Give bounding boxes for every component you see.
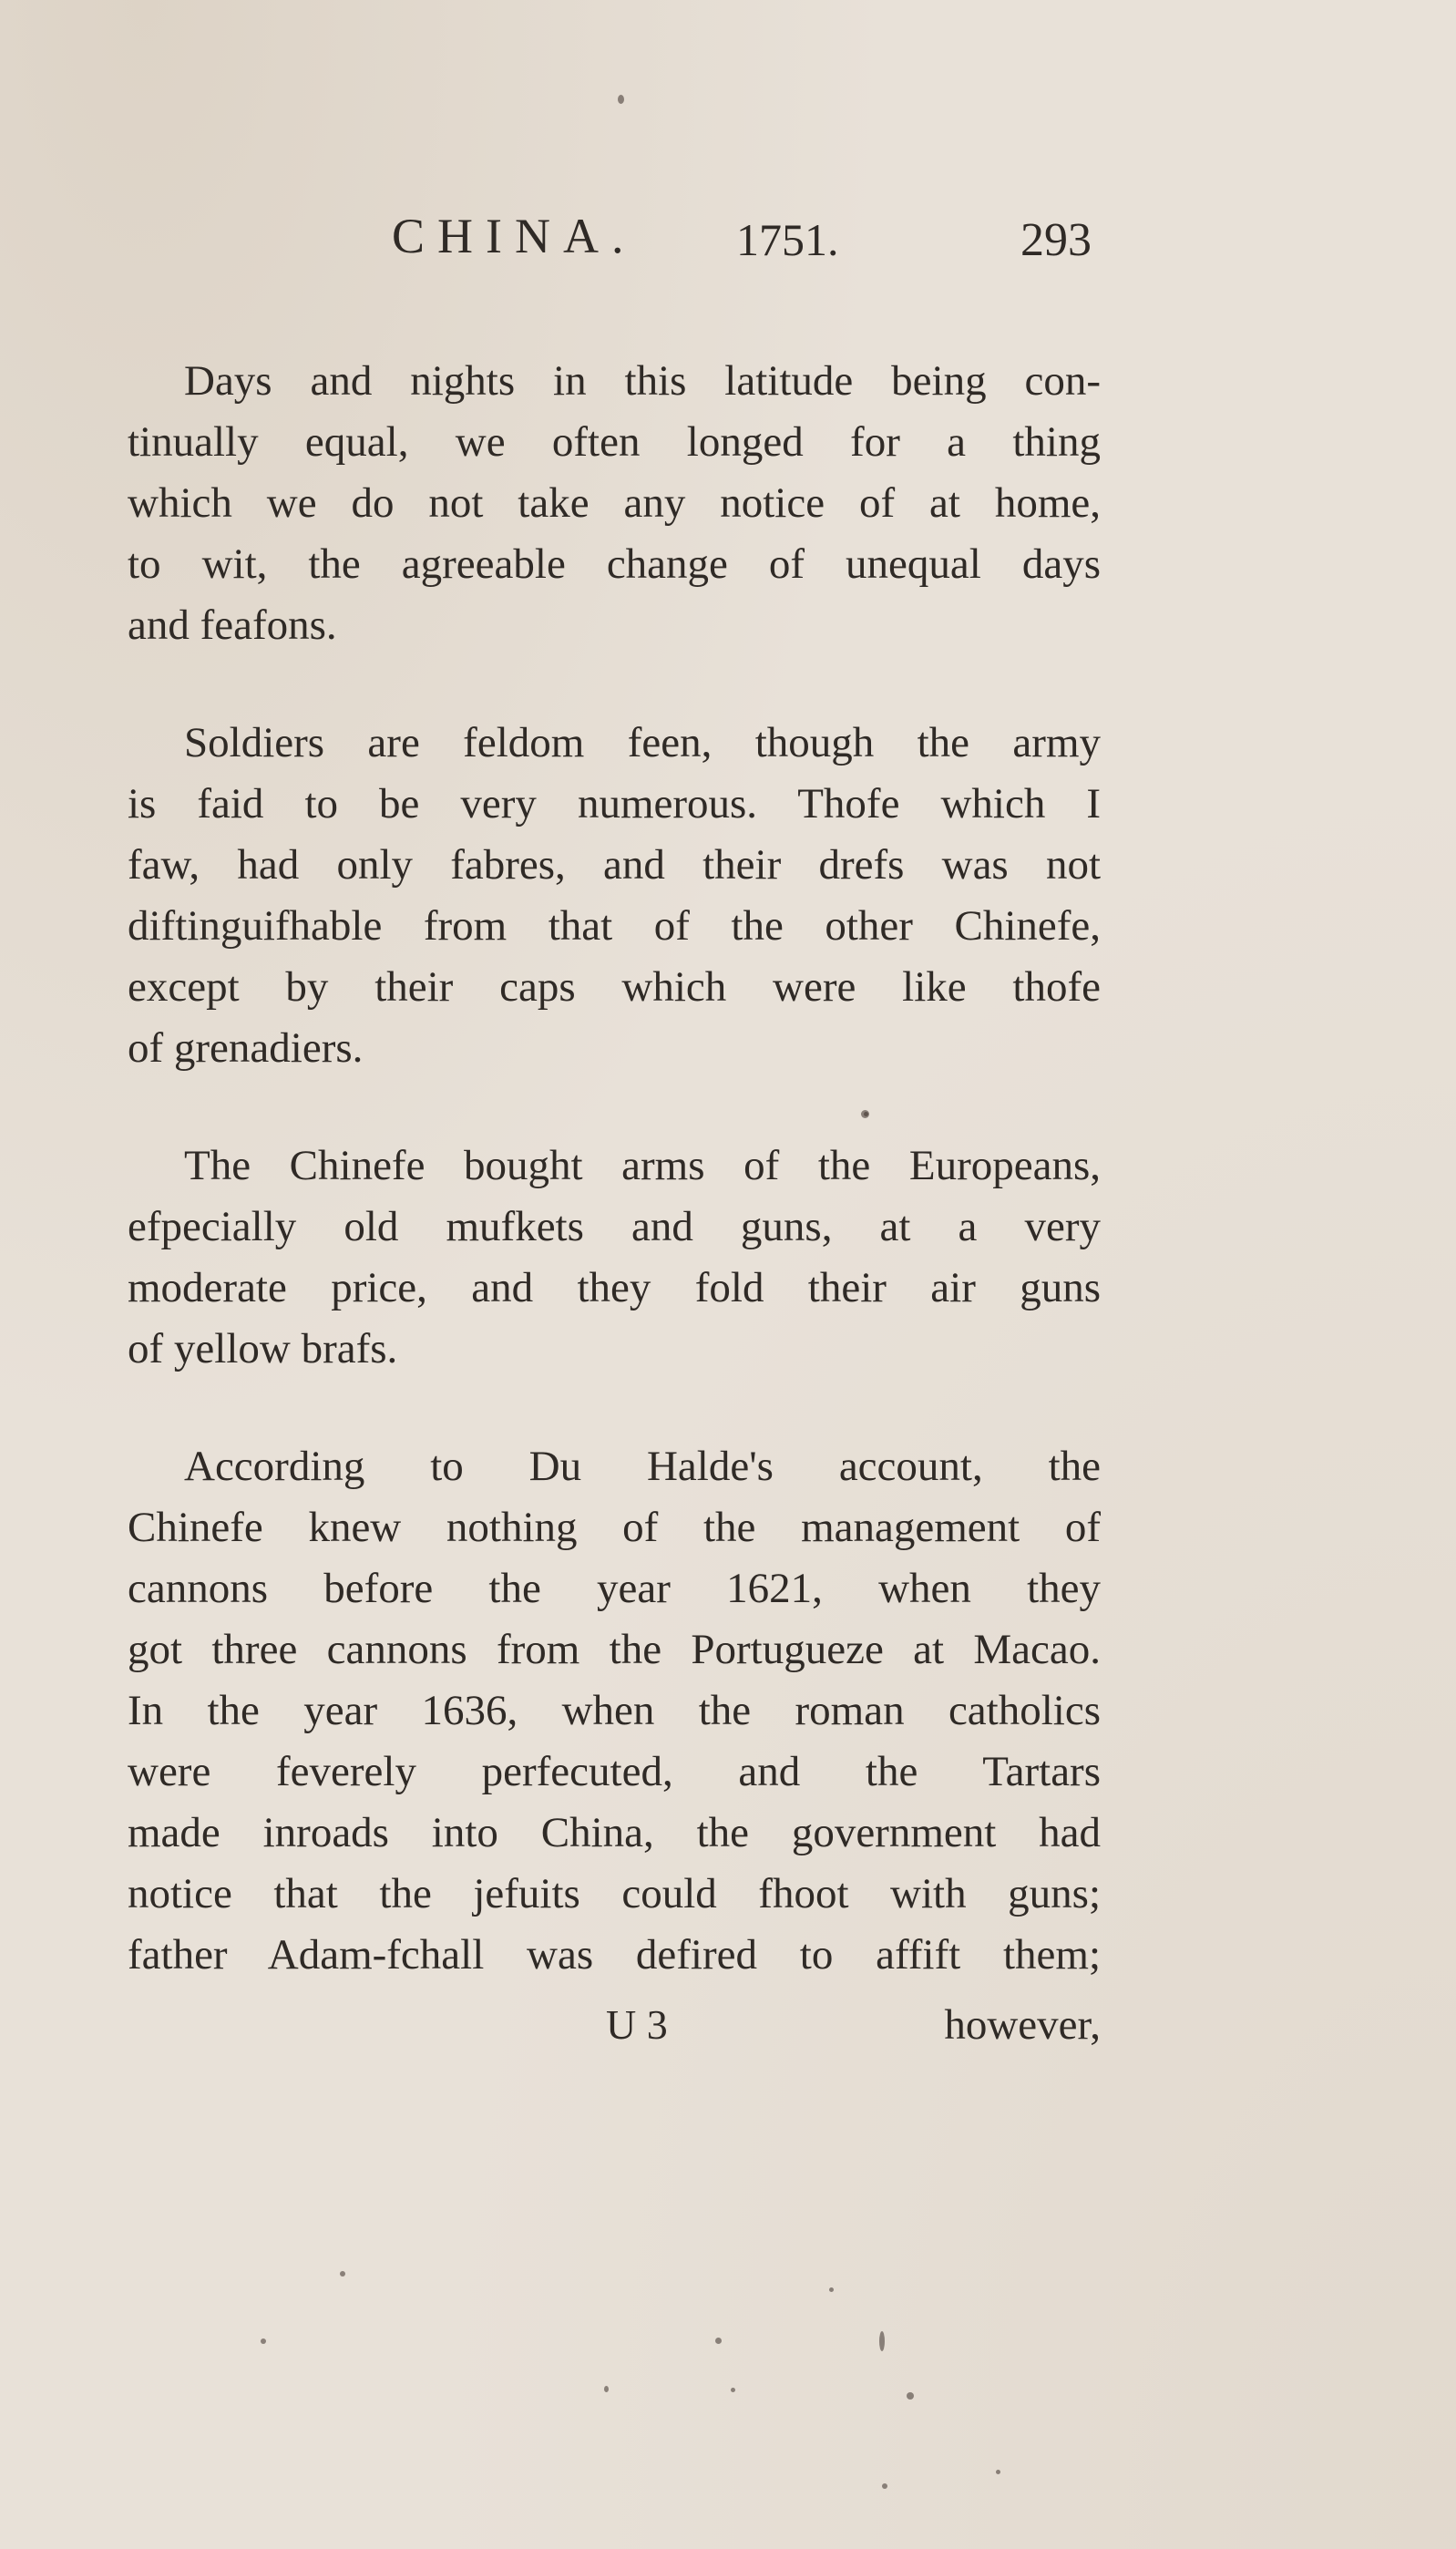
paragraph-arms [128, 1136, 1101, 1380]
text-line: except by their caps which were like thofe [128, 963, 1101, 1011]
text-line: According to Du Halde's account, the [184, 1443, 1101, 1490]
paper-speck [882, 2483, 887, 2489]
text-line: father Adam-fchall was defired to affift them; [128, 1931, 1101, 1979]
running-head-year: 1751. [736, 214, 839, 265]
paper-speck [604, 2386, 609, 2392]
text-line: Soldiers are feldom feen, though the army [184, 719, 1101, 766]
signature-mark: U 3 [606, 2001, 668, 2048]
page-number: 293 [1020, 214, 1092, 266]
text-line: cannons before the year 1621, when they [128, 1565, 1101, 1612]
paper-speck [731, 2388, 735, 2392]
text-line: In the year 1636, when the roman catholics [128, 1687, 1101, 1734]
paper-speck [340, 2271, 345, 2277]
catchword: however, [944, 2001, 1101, 2049]
running-head [128, 208, 1112, 272]
text-line: of yellow brafs. [128, 1325, 398, 1372]
text-line: diftinguifhable from that of the other Chinefe, [128, 902, 1101, 950]
body-text [128, 351, 1101, 2042]
text-line: moderate price, and they fold their air guns [128, 1264, 1101, 1311]
text-line: were feverely perfecuted, and the Tartars [128, 1748, 1101, 1795]
text-line: and feafons. [128, 601, 337, 649]
text-line: faw, had only fabres, and their drefs was not [128, 841, 1101, 889]
paper-speck [907, 2392, 914, 2400]
paragraph-soldiers [128, 713, 1101, 1079]
text-line: which we do not take any notice of at home, [128, 479, 1101, 527]
text-line: got three cannons from the Portugueze at Macao. [128, 1626, 1101, 1673]
text-line: to wit, the agreeable change of unequal days [128, 540, 1101, 588]
paragraph-du-halde [128, 1436, 1101, 1986]
paper-speck [618, 95, 624, 104]
text-line: made inroads into China, the government had [128, 1809, 1101, 1856]
paper-speck [864, 1112, 868, 1116]
paper-speck [996, 2470, 1000, 2474]
text-line: Days and nights in this latitude being con- [184, 357, 1101, 405]
text-line: of grenadiers. [128, 1024, 364, 1072]
paragraph-days-and-nights [128, 351, 1101, 656]
paper-speck [829, 2287, 834, 2292]
text-line: Chinefe knew nothing of the management of [128, 1504, 1101, 1551]
text-line: is faid to be very numerous. Thofe which I [128, 780, 1101, 827]
text-line: The Chinefe bought arms of the Europeans, [184, 1142, 1101, 1189]
text-line: notice that the jefuits could fhoot with guns; [128, 1870, 1101, 1917]
paper-speck [261, 2338, 266, 2344]
paper-speck [715, 2338, 722, 2344]
page-footer [128, 2000, 1101, 2064]
running-head-title: CHINA. [392, 209, 637, 263]
paper-speck [879, 2331, 885, 2351]
text-line: tinually equal, we often longed for a thing [128, 418, 1101, 466]
text-line: efpecially old mufkets and guns, at a very [128, 1203, 1101, 1250]
